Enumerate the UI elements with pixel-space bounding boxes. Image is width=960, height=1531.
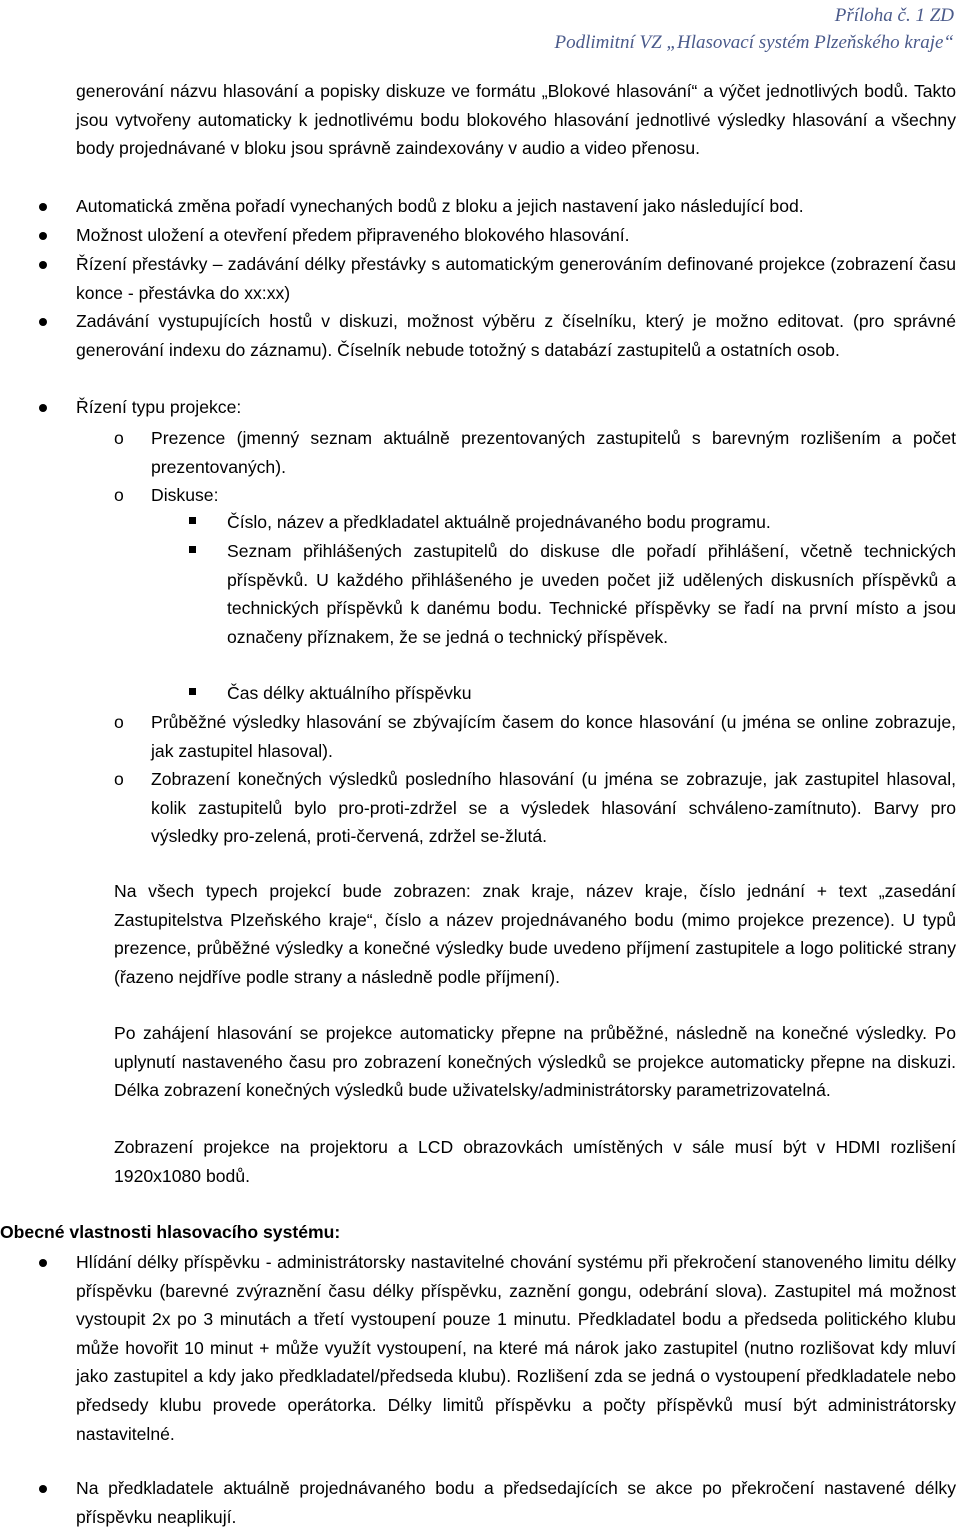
- paragraph-projections: Na všech typech projekcí bude zobrazen: znak kraje, název kraje, číslo jednání + text „zasedání Zastupitelstva Plzeňského kraje“, číslo a název projednávaného bodu (mimo projekce prezence). U typů prezence, průběžné výsledky a konečné výsledky bude uvedeno příjmení zastupitele a logo politické strany (řazeno nejdříve podle strany a následně podle příjmení).: [114, 881, 956, 987]
- circle-marker: o: [114, 428, 124, 448]
- sub-item-prezence: Prezence (jmenný seznam aktuálně prezentovaných zastupitelů s barevným rozlišením a počet prezentovaných).: [151, 428, 956, 477]
- circle-marker: o: [114, 485, 124, 505]
- section-bullet-speech-length: Hlídání délky příspěvku - administrátorsky nastavitelné chování systému při překročení stanoveného limitu délky příspěvku (barevné zvýraznění času délky příspěvku, zaznění gongu, odebrání slova). Zastupitel má možnost vystoupit 2x po 3 minutách a třetí vystoupení pouze 1 minutu. Předkladatel bodu a předseda politického klubu může hovořit 10 minut + může využít vystoupení, na které má nárok jako zastupitel (nutno rozlišovat kdy mluví jako zastupitel a kdy jako předkladatel/předseda klubu). Rozlišení zda se jedná o vystoupení předkladatele nebo předsedy klubu provede operátorka. Délky limitů příspěvku a počty příspěvků musí být administrátorsky nastavitelné.: [76, 1252, 956, 1444]
- circle-marker: o: [114, 712, 124, 732]
- section-heading: Obecné vlastnosti hlasovacího systému:: [0, 1222, 341, 1242]
- header-annex-label: Příloha č. 1 ZD: [834, 5, 954, 26]
- bullet-item-guest-speakers: Zadávání vystupujících hostů v diskuzi, možnost výběru z číselníku, který je možno editovat. (pro správné generování indexu do záznamu). Číselník nebude totožný s databází zastupitelů a ostatních osob.: [76, 311, 956, 360]
- bullet-item-save-open: Možnost uložení a otevření předem připraveného blokového hlasování.: [76, 225, 630, 245]
- bullet-icon: [39, 261, 47, 269]
- diskuse-item-seznam: Seznam přihlášených zastupitelů do diskuse dle pořadí přihlášení, včetně technických příspěvků. U každého přihlášeného je uveden počet již udělených diskusních příspěvků a technických příspěvků k danému bodu. Technické příspěvky se řadí na první místo a jsou označeny příznakem, že se jedná o technický příspěvek.: [227, 541, 956, 647]
- bullet-icon: [39, 318, 47, 326]
- square-bullet-icon: [189, 517, 196, 524]
- bullet-icon: [39, 232, 47, 240]
- header-tender-title: Podlimitní VZ „Hlasovací systém Plzeňského kraje“: [554, 32, 954, 53]
- bullet-icon: [39, 404, 47, 412]
- sub-item-diskuse: Diskuse:: [151, 485, 219, 505]
- square-bullet-icon: [189, 546, 196, 553]
- diskuse-item-cas: Čas délky aktuálního příspěvku: [227, 683, 472, 703]
- bullet-icon: [39, 203, 47, 211]
- sub-item-konecne: Zobrazení konečných výsledků posledního hlasování (u jména se zobrazuje, jak zastupitel hlasoval, kolik zastupitelů bylo pro-proti-zdržel se a výsledek hlasování schváleno-zamítnuto). Barvy pro výsledky pro-zelená, proti-červená, zdržel se-žlutá.: [151, 769, 956, 847]
- diskuse-item-bod: Číslo, název a předkladatel aktuálně projednávaného bodu programu.: [227, 512, 771, 532]
- bullet-item-break-control: Řízení přestávky – zadávání délky přestávky s automatickým generováním definované projekce (zobrazení času konce - přestávka do xx:xx): [76, 254, 956, 303]
- paragraph-auto-switch: Po zahájení hlasování se projekce automaticky přepne na průběžné, následně na konečné výsledky. Po uplynutí nastaveného času pro zobrazení konečných výsledků se projekce automaticky přepne na diskuzi. Délka zobrazení konečných výsledků bude uživatelsky/administrátorsky parametrizovatelná.: [114, 1023, 956, 1101]
- circle-marker: o: [114, 769, 124, 789]
- bullet-icon: [39, 1259, 47, 1267]
- page-header: [555, 2, 954, 56]
- sub-item-prubezne: Průběžné výsledky hlasování se zbývajícím časem do konce hlasování (u jména se online zobrazuje, jak zastupitel hlasoval).: [151, 712, 956, 761]
- bullet-icon: [39, 1485, 47, 1493]
- section-bullet-exemption: Na předkladatele aktuálně projednávaného bodu a předsedajících se akce po překročení nastavené délky příspěvku neaplikují.: [76, 1478, 956, 1527]
- square-bullet-icon: [189, 688, 196, 695]
- continued-paragraph: generování názvu hlasování a popisky diskuze ve formátu „Blokové hlasování“ a výčet jednotlivých bodů. Takto jsou vytvořeny automaticky k jednotlivému bodu blokového hlasování jednotlivé výsledky hlasování a všechny body projednávané v bloku jsou správně zaindexovány v audio a video přenosu.: [76, 81, 956, 159]
- bullet-item-projection-type: Řízení typu projekce:: [76, 397, 242, 417]
- paragraph-hdmi: Zobrazení projekce na projektoru a LCD obrazovkách umístěných v sále musí být v HDMI rozlišení 1920x1080 bodů.: [114, 1137, 956, 1186]
- bullet-item-block-order: Automatická změna pořadí vynechaných bodů z bloku a jejich nastavení jako následující bod.: [76, 196, 804, 216]
